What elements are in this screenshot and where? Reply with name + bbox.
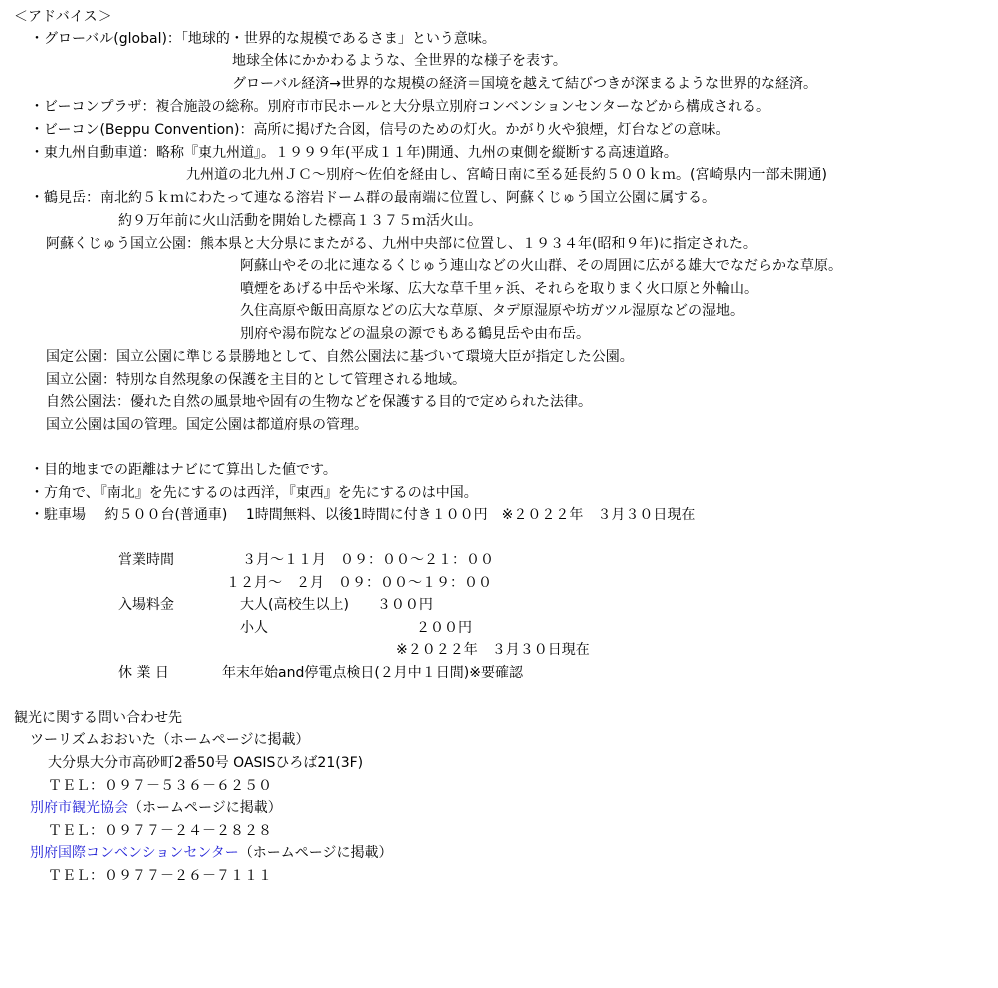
hours-summer: ３月～１１月 ０９：００～２１：００ <box>242 552 494 568</box>
b-con-plaza-row <box>30 844 393 862</box>
aso-park-note-5: 別府や湯布院などの温泉の源でもある鶴見岳や由布岳。 <box>240 326 590 342</box>
b-con-plaza-link[interactable]: 別府国際コンベンションセンター <box>30 845 239 861</box>
tourism-oita-address: 大分県大分市高砂町2番50号 OASISひろば21(3F) <box>48 755 364 771</box>
aso-park-note-2: 阿蘇山やその北に連なるくじゅう連山などの火山群、その周囲に広がる雄大でなだらかな草原。 <box>240 258 842 274</box>
hours-winter: １２月～ ２月 ０９：００～１９：００ <box>226 575 492 591</box>
global-definition-3: グローバル経済→世界的な規模の経済＝国境を越えて結びつきが深まるような世界的な経済。 <box>232 76 818 92</box>
b-con-plaza-note: （ホームページに掲載） <box>238 845 393 861</box>
beppu-tourism-association-tel: ＴＥＬ：０９７７－２４－２８２８ <box>48 823 272 839</box>
beppu-tourism-association-link[interactable]: 別府市観光協会 <box>30 800 128 816</box>
hours-label: 営業時間 <box>118 552 174 568</box>
aso-park-note: 阿蘇くじゅう国立公園：熊本県と大分県にまたがる、九州中央部に位置し、１９３４年(昭和９年)に指定された。 <box>46 236 757 252</box>
fee-child: ２００円 <box>416 620 472 636</box>
beacon-note: ・ビーコン(Beppu Convention)：高所に掲げた合図，信号のための灯火。かがり火や狼煙，灯台などの意味。 <box>30 122 730 138</box>
nature-park-law-note: 自然公園法：優れた自然の風景地や固有の生物などを保護する目的で定められた法律。 <box>46 394 592 410</box>
fee-adult: 大人(高校生以上) ３００円 <box>240 597 433 613</box>
distance-note: ・目的地までの距離はナビにて算出した値です。 <box>30 462 337 478</box>
fee-as-of: ※２０２２年 ３月３０日現在 <box>396 642 590 658</box>
global-definition: ・グローバル(global)：「地球的・世界的な規模であるさま」という意味。 <box>30 31 496 47</box>
global-definition-2: 地球全体にかかわるような、全世界的な様子を表す。 <box>232 53 567 69</box>
parking-note: ・駐車場 約５００台(普通車) 1時間無料、以後1時間に付き１００円 ※２０２２年 ３月３０日現在 <box>30 507 696 523</box>
b-con-plaza-tel: ＴＥＬ：０９７７－２６－７１１１ <box>48 868 272 884</box>
fee-label: 入場料金 <box>118 597 174 613</box>
fee-child-label: 小人 <box>240 620 268 636</box>
tsurumi-note-2: 約９万年前に火山活動を開始した標高１３７５ｍ活火山。 <box>118 213 482 229</box>
expressway-note-2: 九州道の北九州ＪＣ～別府～佐伯を経由し、宮崎日南に至る延長約５００ｋｍ。(宮崎県内一部未開通) <box>186 167 827 183</box>
national-park-note: 国立公園：特別な自然現象の保護を主目的として管理される地域。 <box>46 372 466 388</box>
aso-park-note-4: 久住高原や飯田高原などの広大な草原、タデ原湿原や坊ガツル湿原などの湿地。 <box>240 303 744 319</box>
expressway-note: ・東九州自動車道：略称『東九州道』。１９９９年(平成１１年)開通、九州の東側を縦断する高速道路。 <box>30 145 678 161</box>
closed-days: 年末年始and停電点検日(２月中１日間)※要確認 <box>222 665 523 681</box>
contacts-heading: 観光に関する問い合わせ先 <box>14 710 182 726</box>
park-management-note: 国立公園は国の管理。国定公園は都道府県の管理。 <box>46 417 368 433</box>
aso-park-note-3: 噴煙をあげる中岳や米塚、広大な草千里ヶ浜、それらを取りまく火口原と外輪山。 <box>240 281 758 297</box>
quasi-national-park-note: 国定公園：国立公園に準じる景勝地として、自然公園法に基づいて環境大臣が指定した公園。 <box>46 349 634 365</box>
tourism-oita-name: ツーリズムおおいた（ホームページに掲載） <box>30 732 310 748</box>
advice-heading: ＜アドバイス＞ <box>14 9 112 25</box>
beacon-plaza-note: ・ビーコンプラザ：複合施設の総称。別府市市民ホールと大分県立別府コンベンションセンターなどから構成される。 <box>30 99 770 115</box>
tsurumi-note: ・鶴見岳：南北約５ｋｍにわたって連なる溶岩ドーム群の最南端に位置し、阿蘇くじゅう国立公園に属する。 <box>30 190 716 206</box>
tourism-oita-tel: ＴＥＬ：０９７－５３６－６２５０ <box>48 778 272 794</box>
direction-note: ・方角で、『南北』を先にするのは西洋，『東西』を先にするのは中国。 <box>30 485 478 501</box>
beppu-tourism-association-row <box>30 799 282 817</box>
closed-days-label: 休 業 日 <box>118 665 169 681</box>
beppu-tourism-association-note: （ホームページに掲載） <box>128 800 282 816</box>
